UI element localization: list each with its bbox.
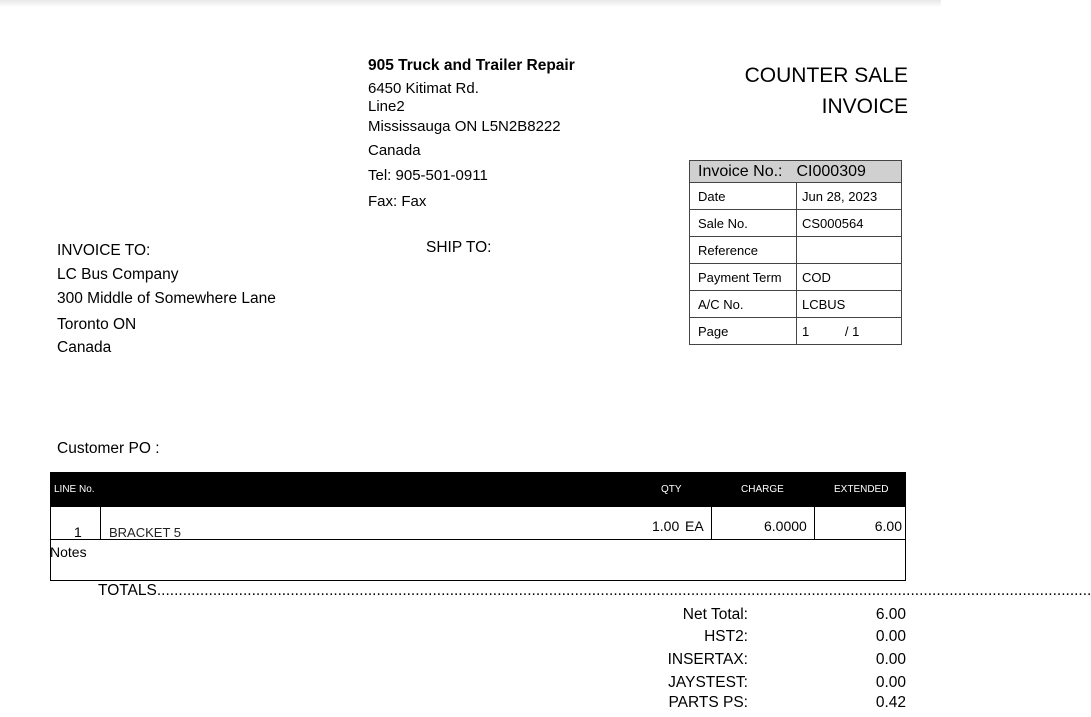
page-current: 1 — [802, 323, 810, 339]
invoice-info-row — [690, 318, 902, 345]
charge-cell: 6.0000 — [764, 518, 807, 534]
invoice-info-row — [690, 291, 902, 318]
notes-label: Notes — [50, 544, 87, 560]
bill-to-heading: INVOICE TO: — [57, 242, 151, 259]
sale-no-label: Sale No. — [690, 210, 797, 237]
company-country: Canada — [368, 142, 421, 159]
ship-to-heading: SHIP TO: — [426, 239, 492, 256]
total-row — [600, 694, 906, 717]
customer-po-label: Customer PO : — [57, 440, 160, 457]
reference-label: Reference — [690, 237, 797, 264]
company-city-line: Mississauga ON L5N2B8222 — [368, 118, 561, 135]
bill-to-address: 300 Middle of Somewhere Lane — [57, 290, 276, 307]
invoice-number-row — [690, 161, 902, 183]
header-extended: EXTENDED — [834, 484, 889, 495]
total-label: Net Total: — [682, 606, 748, 623]
payment-term-label: Payment Term — [690, 264, 797, 291]
line-items-header — [50, 472, 906, 507]
company-address-1: 6450 Kitimat Rd. — [368, 80, 479, 97]
total-value: 0.00 — [875, 674, 906, 691]
total-value: 0.42 — [875, 694, 906, 711]
notes-row — [50, 540, 906, 581]
page-label: Page — [690, 318, 797, 345]
document-title-line-2: INVOICE — [821, 95, 908, 118]
bill-to-name: LC Bus Company — [57, 266, 179, 283]
total-row — [600, 628, 906, 651]
total-value: 0.00 — [875, 651, 906, 668]
invoice-info-row — [690, 264, 902, 291]
line-items-table — [50, 472, 906, 581]
company-info — [368, 56, 575, 216]
invoice-info-row — [690, 183, 902, 210]
total-label: INSERTAX: — [667, 651, 748, 668]
ac-no-value: LCBUS — [797, 291, 902, 318]
company-tel: Tel: 905-501-0911 — [368, 167, 488, 184]
total-row — [600, 651, 906, 674]
page-total: / 1 — [844, 323, 860, 339]
company-fax: Fax: Fax — [368, 193, 427, 210]
total-label: PARTS PS: — [668, 694, 748, 711]
invoice-info-row — [690, 210, 902, 237]
total-label: HST2: — [704, 628, 748, 645]
header-qty: QTY — [661, 484, 682, 495]
customer-po — [57, 440, 160, 458]
total-row — [600, 606, 906, 629]
date-value: Jun 28, 2023 — [797, 183, 902, 210]
document-title — [745, 60, 908, 122]
total-label: JAYSTEST: — [668, 674, 748, 691]
company-name: 905 Truck and Trailer Repair — [368, 57, 575, 74]
company-address-2: Line2 — [368, 98, 405, 115]
sale-no-value: CS000564 — [797, 210, 902, 237]
invoice-number-label: Invoice No.: — [690, 161, 797, 183]
invoice-number-value: CI000309 — [797, 161, 902, 183]
ac-no-label: A/C No. — [690, 291, 797, 318]
table-row — [50, 507, 906, 540]
totals-label: TOTALS......................................................................................................................................................................................................................... — [98, 582, 1091, 599]
total-value: 0.00 — [875, 628, 906, 645]
bill-to-city: Toronto ON — [57, 316, 137, 333]
invoice-info-box — [689, 160, 902, 345]
page-value — [797, 318, 902, 345]
viewer-top-bar — [0, 0, 941, 6]
extended-cell: 6.00 — [874, 518, 902, 534]
bill-to-block — [57, 239, 276, 357]
unit-cell: EA — [685, 518, 704, 534]
header-line-no: LINE No. — [54, 484, 95, 495]
bill-to-country: Canada — [57, 339, 112, 356]
description-cell: BRACKET 5 — [109, 525, 182, 540]
qty-cell: 1.00 — [652, 518, 680, 534]
header-charge: CHARGE — [741, 484, 784, 495]
line-no-cell: 1 — [74, 524, 82, 540]
payment-term-value: COD — [797, 264, 902, 291]
invoice-info-row — [690, 237, 902, 264]
total-value: 6.00 — [875, 606, 906, 623]
reference-value — [797, 237, 902, 264]
document-title-line-1: COUNTER SALE — [744, 64, 908, 87]
date-label: Date — [690, 183, 797, 210]
